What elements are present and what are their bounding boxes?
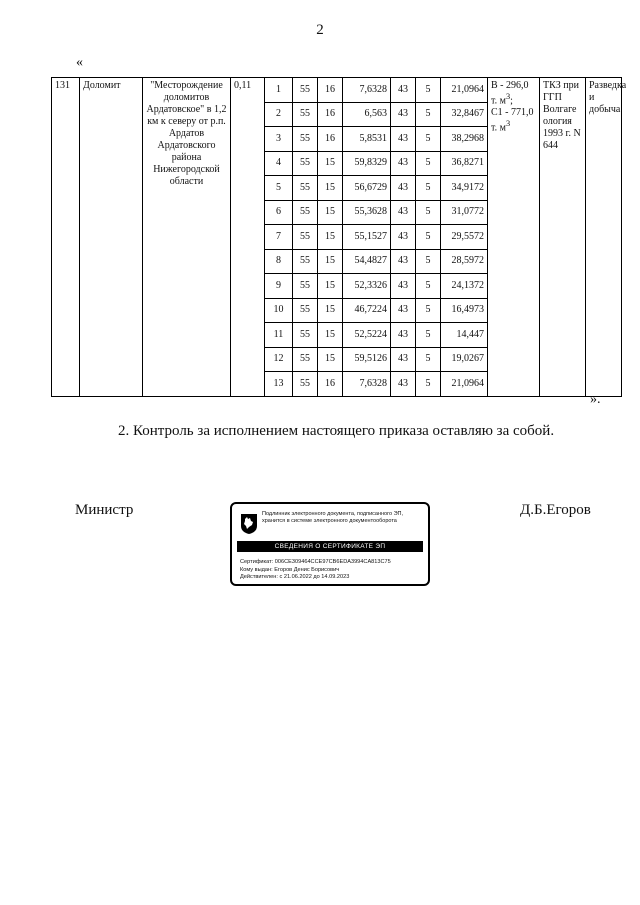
lon-deg: 43 [391, 151, 416, 176]
lon-min: 5 [416, 102, 441, 127]
lon-sec: 31,0772 [441, 200, 488, 225]
lat-min: 16 [318, 372, 343, 397]
point-number: 1 [265, 78, 293, 103]
lon-deg: 43 [391, 249, 416, 274]
lon-sec: 34,9172 [441, 176, 488, 201]
lat-deg: 55 [293, 249, 318, 274]
point-number: 6 [265, 200, 293, 225]
row-id: 131 [52, 78, 80, 397]
lon-min: 5 [416, 127, 441, 152]
point-number: 2 [265, 102, 293, 127]
lat-min: 16 [318, 78, 343, 103]
certificate-owner: Кому выдан: Егоров Денис Борисович [240, 566, 340, 573]
point-number: 8 [265, 249, 293, 274]
electronic-signature-stamp [230, 502, 430, 586]
lon-sec: 21,0964 [441, 372, 488, 397]
reserves-b: B - 296,0 [491, 80, 529, 91]
deposit-description: "Месторождение доломитов Ардатовское" в 1,2 км к северу от р.п. Ардатов Ардатовского района Нижегородской области [143, 78, 231, 397]
certificate-validity: Действителен: с 21.06.2022 до 14.09.2023 [240, 574, 350, 581]
lat-deg: 55 [293, 200, 318, 225]
reserves-unit-1: т. м [491, 95, 506, 107]
point-number: 12 [265, 347, 293, 372]
lat-min: 15 [318, 225, 343, 250]
lat-min: 15 [318, 176, 343, 201]
lat-deg: 55 [293, 151, 318, 176]
lon-sec: 14,447 [441, 323, 488, 348]
coat-of-arms-icon [240, 513, 258, 535]
lat-deg: 55 [293, 323, 318, 348]
lat-sec: 55,3628 [343, 200, 391, 225]
point-number: 7 [265, 225, 293, 250]
signatory-title: Министр [75, 502, 134, 518]
lat-deg: 55 [293, 372, 318, 397]
page-number: 2 [316, 22, 324, 38]
lon-deg: 43 [391, 298, 416, 323]
lat-sec: 59,8329 [343, 151, 391, 176]
point-number: 11 [265, 323, 293, 348]
stamp-note: Подлинник электронного документа, подписанного ЭП, хранится в системе электронного документооборота [262, 511, 404, 524]
lon-min: 5 [416, 176, 441, 201]
lat-sec: 59,5126 [343, 347, 391, 372]
lon-min: 5 [416, 225, 441, 250]
lon-deg: 43 [391, 78, 416, 103]
stamp-header: СВЕДЕНИЯ О СЕРТИФИКАТЕ ЭП [237, 541, 423, 552]
lon-sec: 16,4973 [441, 298, 488, 323]
table-row [52, 78, 622, 103]
lon-sec: 19,0267 [441, 347, 488, 372]
lat-deg: 55 [293, 176, 318, 201]
point-number: 9 [265, 274, 293, 299]
lat-min: 15 [318, 249, 343, 274]
point-number: 5 [265, 176, 293, 201]
lat-min: 15 [318, 274, 343, 299]
approval-cell: ТКЗ при ГГП Волгаге ология 1993 г. N 644 [540, 78, 586, 397]
lon-deg: 43 [391, 127, 416, 152]
reserves-c1: C1 - 771,0 [491, 107, 534, 119]
control-paragraph: 2. Контроль за исполнением настоящего приказа оставляю за собой. [118, 423, 555, 439]
lon-sec: 28,5972 [441, 249, 488, 274]
lon-sec: 21,0964 [441, 78, 488, 103]
lon-min: 5 [416, 249, 441, 274]
opening-quote: « [76, 55, 83, 70]
lon-deg: 43 [391, 200, 416, 225]
lat-sec: 52,5224 [343, 323, 391, 348]
lon-min: 5 [416, 78, 441, 103]
lon-sec: 36,8271 [441, 151, 488, 176]
reserves-unit-2: т. м [491, 122, 506, 134]
certificate-number: Сертификат: 006CE309464CCE97CB6EDA3994CA813C75 [240, 559, 391, 565]
point-number: 10 [265, 298, 293, 323]
area-value: 0,11 [231, 78, 265, 397]
lon-deg: 43 [391, 372, 416, 397]
lat-min: 15 [318, 200, 343, 225]
lat-deg: 55 [293, 127, 318, 152]
reserves-cell: B - 296,0 т. $м^3$; C1 - 771,0 т. $м^3$ [488, 78, 540, 397]
lat-sec: 7,6328 [343, 372, 391, 397]
lat-sec: 5,8531 [343, 127, 391, 152]
closing-quote: ». [590, 392, 601, 407]
lon-sec: 32,8467 [441, 102, 488, 127]
lat-deg: 55 [293, 347, 318, 372]
lat-deg: 55 [293, 225, 318, 250]
lat-min: 15 [318, 347, 343, 372]
lat-sec: 7,6328 [343, 78, 391, 103]
lat-deg: 55 [293, 102, 318, 127]
lat-min: 15 [318, 323, 343, 348]
lat-deg: 55 [293, 78, 318, 103]
lon-sec: 29,5572 [441, 225, 488, 250]
lat-sec: 54,4827 [343, 249, 391, 274]
lat-sec: 6,563 [343, 102, 391, 127]
point-number: 4 [265, 151, 293, 176]
lon-min: 5 [416, 347, 441, 372]
lon-deg: 43 [391, 225, 416, 250]
lat-sec: 56,6729 [343, 176, 391, 201]
purpose-cell: Разведка и добыча [586, 78, 622, 397]
lon-min: 5 [416, 323, 441, 348]
lat-min: 15 [318, 298, 343, 323]
lon-sec: 38,2968 [441, 127, 488, 152]
signatory-name: Д.Б.Егоров [520, 502, 591, 518]
lon-deg: 43 [391, 102, 416, 127]
mineral-name: Доломит [80, 78, 143, 397]
lat-deg: 55 [293, 298, 318, 323]
lon-min: 5 [416, 151, 441, 176]
lat-deg: 55 [293, 274, 318, 299]
lon-min: 5 [416, 274, 441, 299]
point-number: 3 [265, 127, 293, 152]
deposit-table [51, 77, 627, 397]
lon-deg: 43 [391, 274, 416, 299]
lat-sec: 46,7224 [343, 298, 391, 323]
lon-min: 5 [416, 372, 441, 397]
lat-min: 16 [318, 102, 343, 127]
lon-deg: 43 [391, 347, 416, 372]
lat-min: 15 [318, 151, 343, 176]
lat-sec: 52,3326 [343, 274, 391, 299]
lon-deg: 43 [391, 176, 416, 201]
lon-min: 5 [416, 200, 441, 225]
lon-deg: 43 [391, 323, 416, 348]
lat-sec: 55,1527 [343, 225, 391, 250]
lat-min: 16 [318, 127, 343, 152]
lon-sec: 24,1372 [441, 274, 488, 299]
point-number: 13 [265, 372, 293, 397]
lon-min: 5 [416, 298, 441, 323]
